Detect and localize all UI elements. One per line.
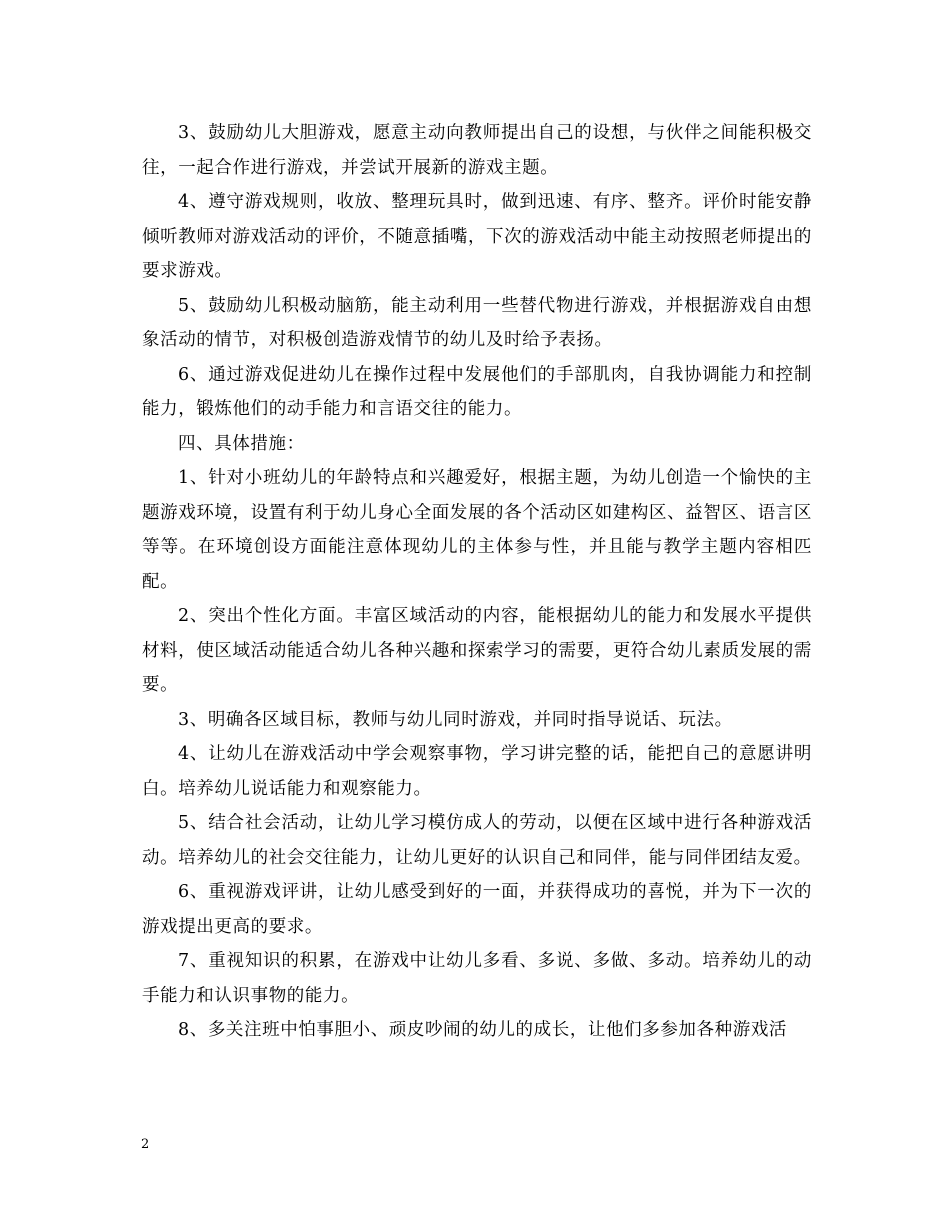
- paragraph-measure-1: 1、针对小班幼儿的年龄特点和兴趣爱好，根据主题，为幼儿创造一个愉快的主题游戏环境，设置有利于幼儿身心全面发展的各个活动区如建构区、益智区、语言区等等。在环境创设方面能注意体现幼儿的主体参与性，并且能与教学主题内容相匹配。: [142, 468, 812, 592]
- paragraph-goal-4: 4、遵守游戏规则，收放、整理玩具时，做到迅速、有序、整齐。评价时能安静倾听教师对游戏活动的评价，不随意插嘴，下次的游戏活动中能主动按照老师提出的要求游戏。: [142, 192, 812, 281]
- paragraph-measure-2: 2、突出个性化方面。丰富区域活动的内容，能根据幼儿的能力和发展水平提供材料，使区域活动能适合幼儿各种兴趣和探索学习的需要，更符合幼儿素质发展的需要。: [142, 606, 812, 695]
- paragraph-measure-4: 4、让幼儿在游戏活动中学会观察事物，学习讲完整的话，能把自己的意愿讲明白。培养幼儿说话能力和观察能力。: [142, 744, 812, 799]
- paragraph-goal-3: 3、鼓励幼儿大胆游戏，愿意主动向教师提出自己的设想，与伙伴之间能积极交往，一起合作进行游戏，并尝试开展新的游戏主题。: [142, 123, 812, 178]
- paragraph-measure-3: 3、明确各区域目标，教师与幼儿同时游戏，并同时指导说话、玩法。: [178, 709, 733, 730]
- page-number: 2: [141, 1137, 150, 1152]
- paragraph-measure-8: 8、多关注班中怕事胆小、顽皮吵闹的幼儿的成长，让他们多参加各种游戏活: [178, 1020, 788, 1040]
- section-heading-measures: 四、具体措施：: [178, 433, 305, 454]
- paragraph-goal-6: 6、通过游戏促进幼儿在操作过程中发展他们的手部肌肉，自我协调能力和控制能力，锻炼他们的动手能力和言语交往的能力。: [142, 364, 812, 419]
- paragraph-measure-6: 6、重视游戏评讲，让幼儿感受到好的一面，并获得成功的喜悦，并为下一次的游戏提出更高的要求。: [142, 882, 812, 937]
- paragraph-measure-5: 5、结合社会活动，让幼儿学习模仿成人的劳动，以便在区域中进行各种游戏活动。培养幼儿的社会交往能力，让幼儿更好的认识自己和同伴，能与同伴团结友爱。: [142, 813, 812, 868]
- body-text: [142, 116, 812, 1048]
- paragraph-measure-7: 7、重视知识的积累，在游戏中让幼儿多看、多说、多做、多动。培养幼儿的动手能力和认识事物的能力。: [142, 951, 812, 1006]
- paragraph-goal-5: 5、鼓励幼儿积极动脑筋，能主动利用一些替代物进行游戏，并根据游戏自由想象活动的情节，对积极创造游戏情节的幼儿及时给予表扬。: [142, 295, 812, 350]
